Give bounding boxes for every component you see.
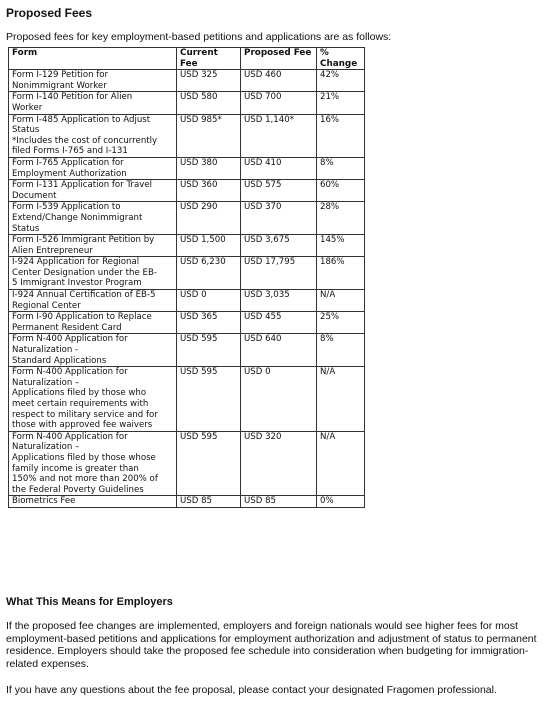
cell-percent-change: 21% (317, 92, 365, 114)
cell-form: Form I-526 Immigrant Petition by Alien Entrepreneur (9, 235, 177, 257)
cell-percent-change: N/A (317, 431, 365, 496)
cell-current-fee: USD 365 (177, 312, 241, 334)
table-row (9, 235, 365, 257)
cell-proposed-fee: USD 640 (241, 334, 317, 367)
cell-percent-change: 8% (317, 157, 365, 179)
table-row (9, 70, 365, 92)
table-row (9, 114, 365, 157)
cell-current-fee: USD 580 (177, 92, 241, 114)
cell-current-fee: USD 290 (177, 202, 241, 235)
header-percent-change: % Change (317, 48, 365, 70)
cell-form: I-924 Application for Regional Center Designation under the EB- 5 Immigrant Investor Program (9, 257, 177, 290)
cell-proposed-fee: USD 85 (241, 496, 317, 508)
cell-proposed-fee: USD 3,035 (241, 290, 317, 312)
cell-form: Form I-131 Application for Travel Document (9, 180, 177, 202)
cell-current-fee: USD 1,500 (177, 235, 241, 257)
employers-paragraph: If the proposed fee changes are implemented, employers and foreign nationals would see higher fees for most employment-based petitions and applications for employment authorization and adjustment of status to permanent residence. Employers should take the proposed fee schedule into consideration when budgeting for immigration-related expenses. (6, 620, 537, 670)
cell-current-fee: USD 85 (177, 496, 241, 508)
table-row (9, 312, 365, 334)
table-header-row (9, 48, 365, 70)
cell-proposed-fee: USD 410 (241, 157, 317, 179)
employers-title: What This Means for Employers (6, 596, 173, 608)
cell-percent-change: 60% (317, 180, 365, 202)
cell-current-fee: USD 325 (177, 70, 241, 92)
cell-form: Form I-90 Application to Replace Permanent Resident Card (9, 312, 177, 334)
cell-form: Form N-400 Application for Naturalization – Applications filed by those who meet certain requirements with respect to military service and for those with approved fee waivers (9, 367, 177, 432)
cell-form: Form N-400 Application for Naturalization – Applications filed by those whose family income is greater than 150% and not more than 200% of the Federal Poverty Guidelines (9, 431, 177, 496)
cell-current-fee: USD 595 (177, 367, 241, 432)
table-row (9, 202, 365, 235)
cell-current-fee: USD 595 (177, 431, 241, 496)
cell-form: Form I-539 Application to Extend/Change Nonimmigrant Status (9, 202, 177, 235)
cell-proposed-fee: USD 700 (241, 92, 317, 114)
cell-percent-change: N/A (317, 367, 365, 432)
cell-proposed-fee: USD 370 (241, 202, 317, 235)
cell-current-fee: USD 985* (177, 114, 241, 157)
cell-form: Biometrics Fee (9, 496, 177, 508)
cell-current-fee: USD 595 (177, 334, 241, 367)
header-proposed-fee: Proposed Fee (241, 48, 317, 70)
cell-form: Form N-400 Application for Naturalization - Standard Applications (9, 334, 177, 367)
contact-paragraph: If you have any questions about the fee proposal, please contact your designated Fragomen professional. (6, 684, 497, 696)
table-row (9, 431, 365, 496)
header-current-fee: Current Fee (177, 48, 241, 70)
fee-table (8, 47, 365, 508)
cell-current-fee: USD 0 (177, 290, 241, 312)
table-row (9, 257, 365, 290)
cell-proposed-fee: USD 320 (241, 431, 317, 496)
cell-proposed-fee: USD 1,140* (241, 114, 317, 157)
cell-percent-change: 16% (317, 114, 365, 157)
cell-form: Form I-129 Petition for Nonimmigrant Worker (9, 70, 177, 92)
cell-percent-change: 0% (317, 496, 365, 508)
table-row (9, 334, 365, 367)
table-row (9, 180, 365, 202)
cell-proposed-fee: USD 460 (241, 70, 317, 92)
cell-form: Form I-140 Petition for Alien Worker (9, 92, 177, 114)
cell-proposed-fee: USD 3,675 (241, 235, 317, 257)
cell-percent-change: N/A (317, 290, 365, 312)
fee-table-body (9, 70, 365, 508)
cell-current-fee: USD 380 (177, 157, 241, 179)
cell-current-fee: USD 360 (177, 180, 241, 202)
intro-text: Proposed fees for key employment-based petitions and applications are as follows: (6, 31, 392, 43)
table-row (9, 92, 365, 114)
cell-proposed-fee: USD 17,795 (241, 257, 317, 290)
cell-percent-change: 186% (317, 257, 365, 290)
cell-proposed-fee: USD 455 (241, 312, 317, 334)
cell-current-fee: USD 6,230 (177, 257, 241, 290)
section-title: Proposed Fees (6, 6, 93, 20)
table-row (9, 157, 365, 179)
cell-percent-change: 42% (317, 70, 365, 92)
cell-percent-change: 8% (317, 334, 365, 367)
header-form: Form (9, 48, 177, 70)
cell-percent-change: 25% (317, 312, 365, 334)
cell-proposed-fee: USD 0 (241, 367, 317, 432)
cell-form: Form I-485 Application to Adjust Status *Includes the cost of concurrently filed Forms I-765 and I-131 (9, 114, 177, 157)
cell-form: Form I-765 Application for Employment Authorization (9, 157, 177, 179)
cell-form: I-924 Annual Certification of EB-5 Regional Center (9, 290, 177, 312)
cell-percent-change: 145% (317, 235, 365, 257)
table-row (9, 290, 365, 312)
table-row (9, 367, 365, 432)
cell-proposed-fee: USD 575 (241, 180, 317, 202)
table-row (9, 496, 365, 508)
cell-percent-change: 28% (317, 202, 365, 235)
